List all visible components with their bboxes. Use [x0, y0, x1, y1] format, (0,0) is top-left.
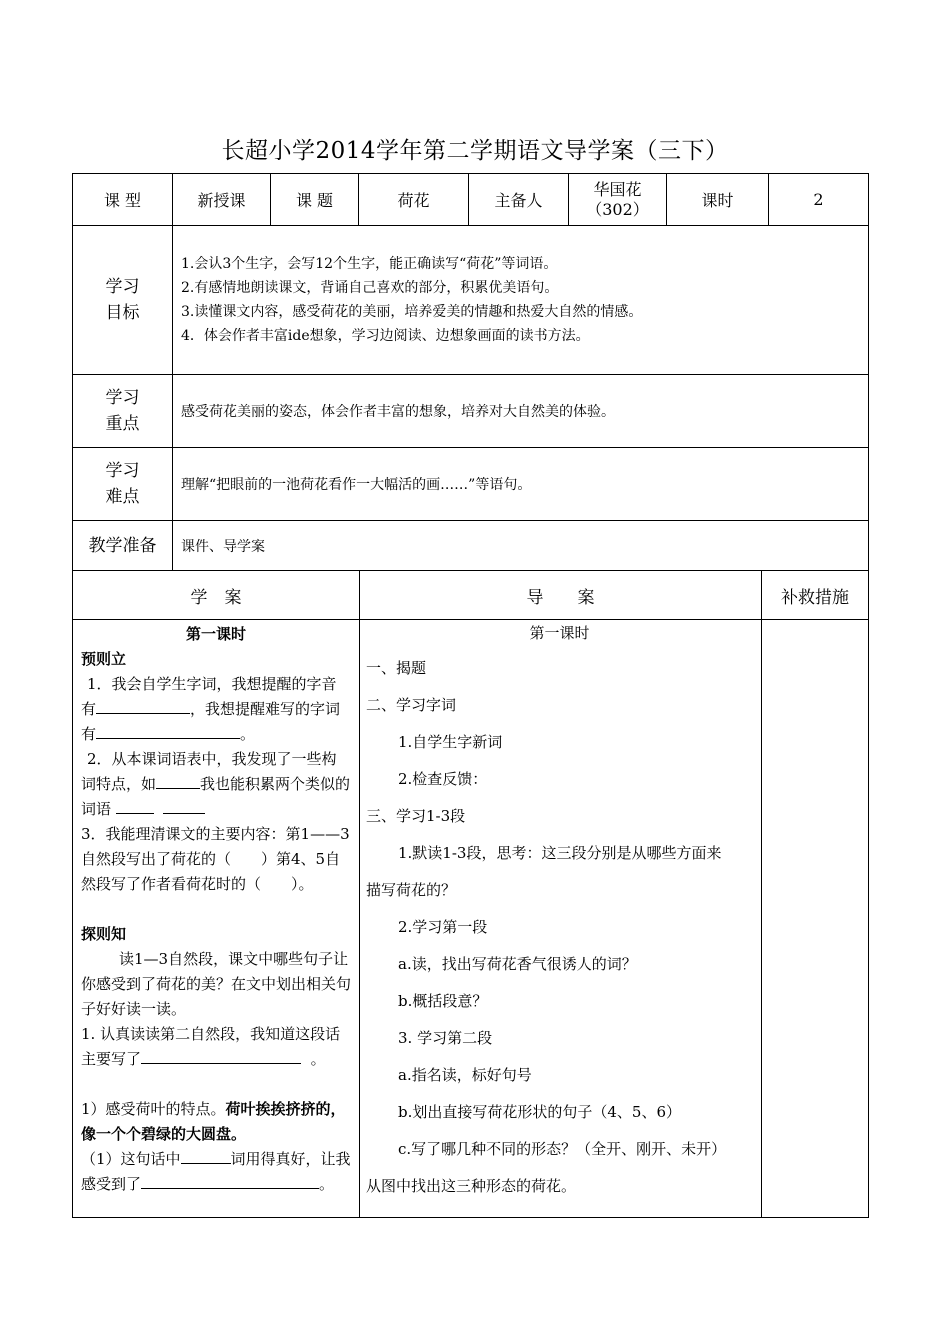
- goal-item: 3.读懂课文内容，感受荷花的美丽，培养爱美的情趣和热爱大自然的情感。: [181, 304, 643, 320]
- study-plan-content: [73, 620, 360, 1218]
- guide-item: 2.检查反馈：: [398, 770, 488, 788]
- topic-value: 荷花: [359, 174, 469, 226]
- difficulty-text: 理解“把眼前的一池荷花看作一大幅活的画……”等语句。: [173, 448, 869, 521]
- key-points-label: 学习 重点: [73, 375, 173, 448]
- author-value: [569, 174, 667, 226]
- guide-plan-content: [360, 620, 762, 1218]
- remedy-content: [762, 620, 869, 1218]
- lesson-type-label: 课 型: [73, 174, 173, 226]
- goal-item: 1.会认3个生字，会写12个生字，能正确读写“荷花”等词语。: [181, 256, 558, 272]
- goal-item: 4．体会作者丰富ide想象，学习边阅读、边想象画面的读书方法。: [181, 328, 590, 344]
- guide-item: 1.自学生字新词: [398, 733, 503, 751]
- guide-item: 三、学习1-3段: [366, 807, 466, 825]
- guide-item: 2.学习第一段: [398, 918, 488, 936]
- study-lesson-title: 第一课时: [185, 625, 246, 643]
- lesson-type-value: 新授课: [173, 174, 271, 226]
- hours-label: 课时: [667, 174, 769, 226]
- guide-item: 3. 学习第二段: [398, 1029, 493, 1047]
- author-name: 华国花: [593, 179, 642, 199]
- difficulty-label: 学习 难点: [73, 448, 173, 521]
- explore-intro: 读1—3自然段，课文中哪些句子让你感受到了荷花的美？在文中划出相关句子好好读一读。: [81, 950, 352, 1018]
- guide-item: a.指名读，标好句号: [398, 1066, 532, 1084]
- guide-item: b.概括段意？: [398, 992, 488, 1010]
- pre-item-2: 2．从本课词语表中，我发现了一些构词特点，如 我也能积累两个类似的词语: [81, 750, 351, 818]
- leaf-question: （1）这句话中 词用得真好，让我感受到了 。: [81, 1147, 351, 1197]
- study-guide-table: [72, 570, 869, 1218]
- guide-item: a.读，找出写荷花香气很诱人的词？: [398, 955, 637, 973]
- guide-item: b.划出直接写荷花形状的句子（4、5、6）: [398, 1103, 682, 1121]
- guide-item: 描写荷花的？: [366, 881, 457, 899]
- author-class: （302）: [586, 199, 649, 219]
- author-label: 主备人: [469, 174, 569, 226]
- lesson-info-table: [72, 173, 869, 571]
- topic-label: 课 题: [271, 174, 359, 226]
- guide-item: 一、揭题: [366, 659, 427, 677]
- pre-item-1: 1．我会自学生字词，我想提醒的字音有 ，我想提醒难写的字词有 。: [81, 675, 341, 743]
- remedy-column-header: 补救措施: [762, 571, 869, 620]
- guide-item: 从图中找出这三种形态的荷花。: [366, 1177, 577, 1195]
- guide-item: c.写了哪几种不同的形态？（全开、刚开、未开）: [398, 1140, 727, 1158]
- hours-value: 2: [769, 174, 869, 226]
- guide-item: 1.默读1-3段，思考：这三段分别是从哪些方面来: [398, 844, 722, 862]
- goals-label: 学习 目标: [73, 226, 173, 375]
- goals-content: [173, 226, 869, 375]
- pre-item-3: 3．我能理清课文的主要内容：第1——3自然段写出了荷花的（ ）第4、5自然段写了作者看荷花时的（ ）。: [81, 825, 350, 893]
- guide-lesson-title: 第一课时: [529, 624, 590, 642]
- study-column-header: 学 案: [73, 571, 360, 620]
- guide-item: 二、学习字词: [366, 696, 457, 714]
- preparation-text: 课件、导学案: [173, 521, 869, 571]
- goal-item: 2.有感情地朗读课文，背诵自己喜欢的部分，积累优美语句。: [181, 280, 559, 296]
- guide-column-header: 导 案: [360, 571, 762, 620]
- pre-heading: 预则立: [81, 650, 127, 668]
- explore-item-1: 1. 认真读读第二自然段，我知道这段话主要写了 。: [81, 1025, 341, 1068]
- leaf-item: 1）感受荷叶的特点。荷叶挨挨挤挤的，像一个个碧绿的大圆盘。: [81, 1100, 346, 1143]
- preparation-label: 教学准备: [73, 521, 173, 571]
- explore-heading: 探则知: [81, 925, 127, 943]
- key-points-text: 感受荷花美丽的姿态，体会作者丰富的想象，培养对大自然美的体验。: [173, 375, 869, 448]
- page-title: 长超小学2014学年第二学期语文导学案（三下）: [221, 138, 729, 164]
